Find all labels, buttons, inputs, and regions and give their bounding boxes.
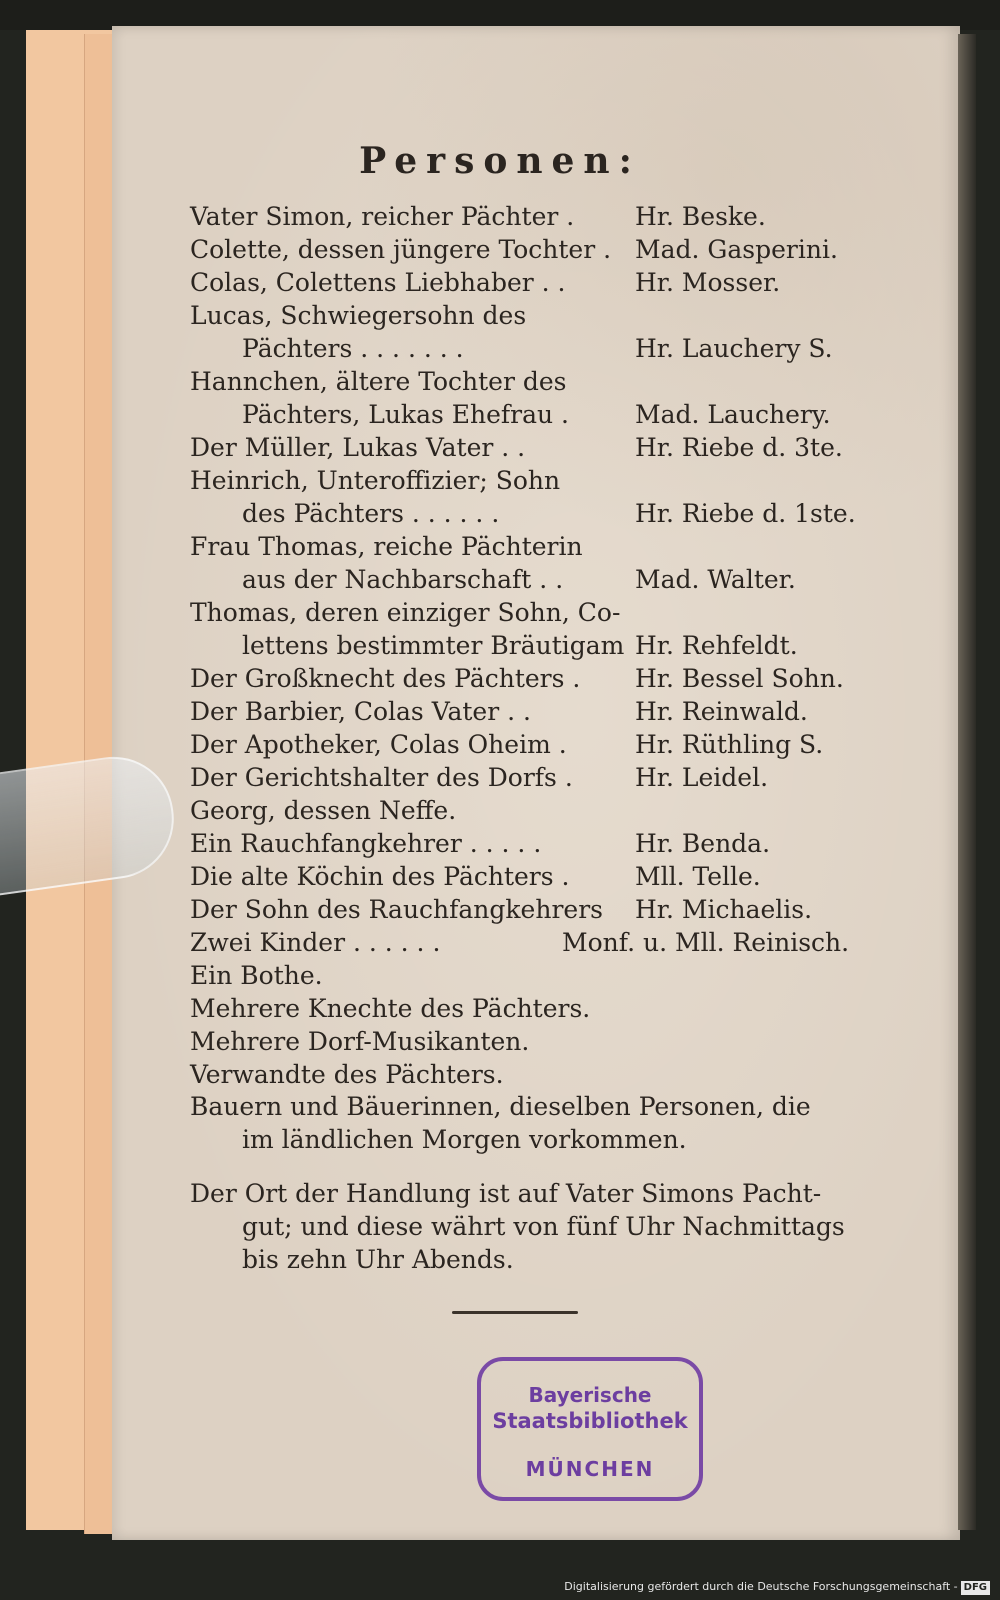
page-title: Personen: <box>359 140 641 182</box>
role-name: Ein Bothe. <box>190 961 323 990</box>
role-name: Pächters, Lukas Ehefrau . <box>242 400 570 429</box>
role-name: des Pächters . . . . . . <box>242 499 500 528</box>
stamp-line: Bayerische <box>528 1383 652 1407</box>
cast-row <box>190 431 890 464</box>
actor-name: Hr. Michaelis. <box>635 895 813 924</box>
cast-list <box>190 200 890 1091</box>
note-line: im ländlichen Morgen vorkommen. <box>242 1125 687 1154</box>
digitization-footer <box>564 1576 990 1598</box>
role-name: Thomas, deren einziger Sohn, Co- <box>190 598 621 627</box>
role-name: Der Barbier, Colas Vater . . <box>190 697 531 726</box>
stamp-line: Staatsbibliothek <box>492 1409 688 1433</box>
cast-row <box>190 662 890 695</box>
cast-row <box>190 926 890 959</box>
cast-row <box>190 1058 890 1091</box>
role-name: Mehrere Dorf-Musikanten. <box>190 1027 530 1056</box>
cast-row <box>190 497 890 530</box>
actor-name: Hr. Bessel Sohn. <box>635 664 844 693</box>
cast-row <box>190 365 890 398</box>
cast-row <box>190 299 890 332</box>
role-name: Verwandte des Pächters. <box>190 1060 504 1089</box>
actor-name: Mll. Telle. <box>635 862 761 891</box>
setting-paragraph <box>190 1177 870 1276</box>
cast-row <box>190 893 890 926</box>
cast-row <box>190 200 890 233</box>
cast-row <box>190 563 890 596</box>
cast-row <box>190 860 890 893</box>
cast-row <box>190 596 890 629</box>
actor-name: Hr. Riebe d. 1ste. <box>635 499 856 528</box>
role-name: Der Apotheker, Colas Oheim . <box>190 730 567 759</box>
cast-row <box>190 794 890 827</box>
cast-row <box>190 530 890 563</box>
actor-name: Hr. Reinwald. <box>635 697 808 726</box>
actor-name: Mad. Gasperini. <box>635 235 838 264</box>
role-name: Heinrich, Unteroffizier; Sohn <box>190 466 561 495</box>
cast-row <box>190 761 890 794</box>
cast-row <box>190 233 890 266</box>
actor-name: Hr. Lauchery S. <box>635 334 833 363</box>
role-name: Pächters . . . . . . . <box>242 334 464 363</box>
extras-note <box>190 1090 870 1156</box>
setting-line: gut; und diese währt von fünf Uhr Nachmittags <box>242 1212 845 1241</box>
actor-name: Mad. Walter. <box>635 565 796 594</box>
actor-name: Hr. Rehfeldt. <box>635 631 798 660</box>
cast-row <box>190 629 890 662</box>
note-line: Bauern und Bäuerinnen, dieselben Personen, die <box>190 1092 811 1121</box>
cast-row <box>190 827 890 860</box>
actor-name: Mad. Lauchery. <box>635 400 831 429</box>
role-name: Mehrere Knechte des Pächters. <box>190 994 591 1023</box>
role-name: Colette, dessen jüngere Tochter . <box>190 235 612 264</box>
cast-row <box>190 464 890 497</box>
cast-row <box>190 695 890 728</box>
role-name: Ein Rauchfangkehrer . . . . . <box>190 829 542 858</box>
setting-line: Der Ort der Handlung ist auf Vater Simons Pacht- <box>190 1179 822 1208</box>
actor-name: Hr. Riebe d. 3te. <box>635 433 843 462</box>
role-name: Der Großknecht des Pächters . <box>190 664 581 693</box>
cast-row <box>190 959 890 992</box>
role-name: Colas, Colettens Liebhaber . . <box>190 268 566 297</box>
role-name: Lucas, Schwiegersohn des <box>190 301 527 330</box>
role-name: Zwei Kinder . . . . . . <box>190 928 441 957</box>
actor-name: Hr. Leidel. <box>635 763 769 792</box>
cast-row <box>190 1025 890 1058</box>
library-stamp <box>477 1357 703 1501</box>
role-name: Die alte Köchin des Pächters . <box>190 862 570 891</box>
role-name: lettens bestimmter Bräutigam <box>242 631 625 660</box>
role-name: Hannchen, ältere Tochter des <box>190 367 567 396</box>
role-name: Der Müller, Lukas Vater . . <box>190 433 526 462</box>
role-name: aus der Nachbarschaft . . <box>242 565 564 594</box>
cast-row <box>190 728 890 761</box>
cast-row <box>190 266 890 299</box>
role-name: Vater Simon, reicher Pächter . <box>190 202 575 231</box>
actor-name: Hr. Beske. <box>635 202 766 231</box>
actor-name: Hr. Rüthling S. <box>635 730 824 759</box>
stamp-line: MÜNCHEN <box>525 1457 655 1481</box>
actor-name: Hr. Mosser. <box>635 268 781 297</box>
cast-row <box>190 332 890 365</box>
end-rule <box>452 1311 578 1314</box>
role-name: Frau Thomas, reiche Pächterin <box>190 532 583 561</box>
cast-row <box>190 992 890 1025</box>
role-name: Der Sohn des Rauchfangkehrers <box>190 895 603 924</box>
footer-text: Digitalisierung gefördert durch die Deutsche Forschungsgemeinschaft - <box>564 1580 958 1593</box>
role-name: Georg, dessen Neffe. <box>190 796 457 825</box>
dfg-logo: DFG <box>961 1581 990 1595</box>
setting-line: bis zehn Uhr Abends. <box>242 1245 514 1274</box>
page-edge-shadow <box>958 34 976 1530</box>
role-name: Der Gerichtshalter des Dorfs . <box>190 763 573 792</box>
actor-name: Hr. Benda. <box>635 829 771 858</box>
cast-row <box>190 398 890 431</box>
actor-name: Monf. u. Mll. Reinisch. <box>562 928 850 957</box>
